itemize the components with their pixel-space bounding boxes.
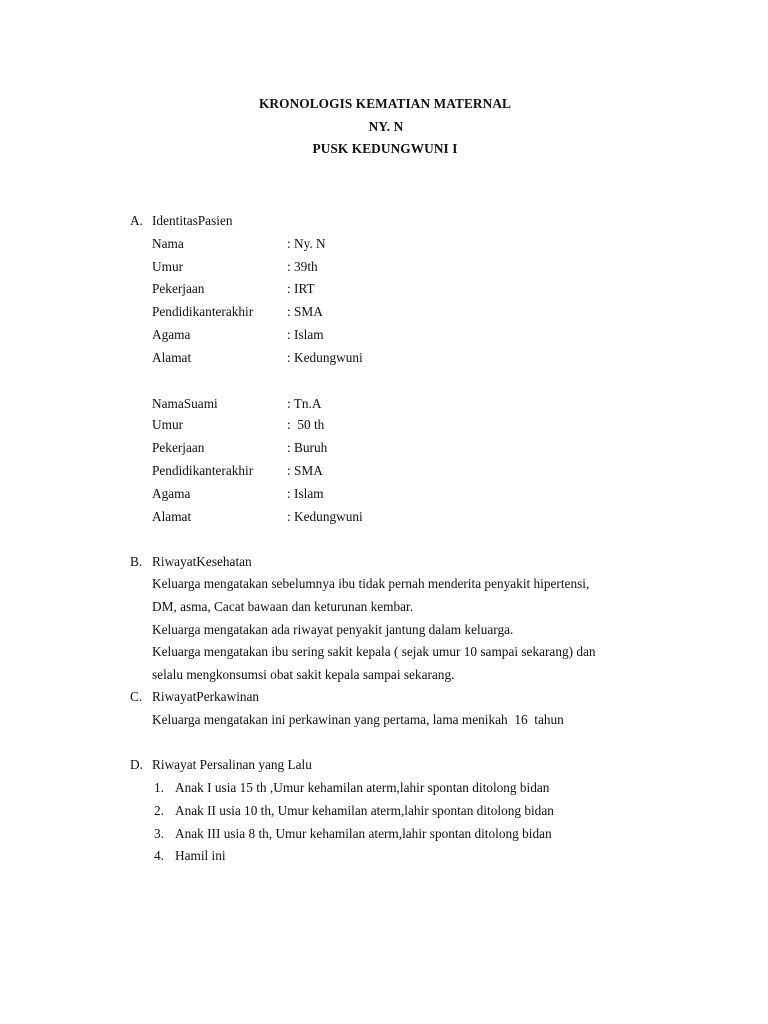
paragraph-line: Keluarga mengatakan sebelumnya ibu tidak pernah menderita penyakit hipertensi, <box>152 576 590 591</box>
identity-value: : Ny. N <box>287 236 326 251</box>
list-text: Anak III usia 8 th, Umur kehamilan aterm,lahir spontan ditolong bidan <box>175 826 552 841</box>
identity-value: : 50 th <box>287 417 325 432</box>
identity-label: NamaSuami <box>152 396 218 411</box>
list-text: Anak I usia 15 th ,Umur kehamilan aterm,lahir spontan ditolong bidan <box>175 780 550 795</box>
identity-value: : 39th <box>287 259 318 274</box>
identity-label: Pekerjaan <box>152 440 205 455</box>
section-b-marker: B. <box>130 554 143 569</box>
paragraph-line: Keluarga mengatakan ibu sering sakit kepala ( sejak umur 10 sampai sekarang) dan <box>152 644 596 659</box>
identity-label: Umur <box>152 417 184 432</box>
identity-label: Pendidikanterakhir <box>152 304 254 319</box>
list-number: 3. <box>154 826 164 841</box>
section-a-marker: A. <box>130 213 143 228</box>
identity-label: Alamat <box>152 350 192 365</box>
identity-label: Pendidikanterakhir <box>152 463 254 478</box>
identity-value: : Buruh <box>287 440 328 455</box>
identity-label: Umur <box>152 259 184 274</box>
identity-value: : Kedungwuni <box>287 350 363 365</box>
title-line-1: KRONOLOGIS KEMATIAN MATERNAL <box>258 96 511 111</box>
list-text: Anak II usia 10 th, Umur kehamilan aterm,lahir spontan ditolong bidan <box>175 803 554 818</box>
section-d-heading: Riwayat Persalinan yang Lalu <box>152 757 312 772</box>
identity-label: Alamat <box>152 509 192 524</box>
paragraph-line: Keluarga mengatakan ini perkawinan yang pertama, lama menikah 16 tahun <box>152 712 564 727</box>
identity-label: Nama <box>152 236 184 251</box>
section-c-marker: C. <box>130 689 143 704</box>
identity-label: Agama <box>152 327 191 342</box>
title-line-2: NY. N <box>368 118 404 134</box>
section-d-marker: D. <box>130 757 143 772</box>
paragraph-line: DM, asma, Cacat bawaan dan keturunan kembar. <box>152 599 414 614</box>
list-number: 1. <box>154 780 164 795</box>
section-a-heading: IdentitasPasien <box>152 213 233 228</box>
identity-value: : SMA <box>287 463 323 478</box>
list-text: Hamil ini <box>175 848 226 863</box>
section-b-heading: RiwayatKesehatan <box>152 554 252 569</box>
identity-value: : IRT <box>287 281 315 296</box>
section-c-heading: RiwayatPerkawinan <box>152 689 260 704</box>
identity-value: : Islam <box>287 327 324 342</box>
identity-value: : Tn.A <box>287 396 322 411</box>
paragraph-line: selalu mengkonsumsi obat sakit kepala sampai sekarang. <box>152 667 455 682</box>
identity-value: : SMA <box>287 304 323 319</box>
identity-label: Agama <box>152 486 191 501</box>
identity-value: : Kedungwuni <box>287 509 363 524</box>
list-number: 4. <box>154 848 164 863</box>
title-line-3: PUSK KEDUNGWUNI I <box>312 141 458 156</box>
document-title <box>0 93 768 161</box>
paragraph-line: Keluarga mengatakan ada riwayat penyakit jantung dalam keluarga. <box>152 622 514 637</box>
list-number: 2. <box>154 803 164 818</box>
identity-value: : Islam <box>287 486 324 501</box>
identity-label: Pekerjaan <box>152 281 205 296</box>
